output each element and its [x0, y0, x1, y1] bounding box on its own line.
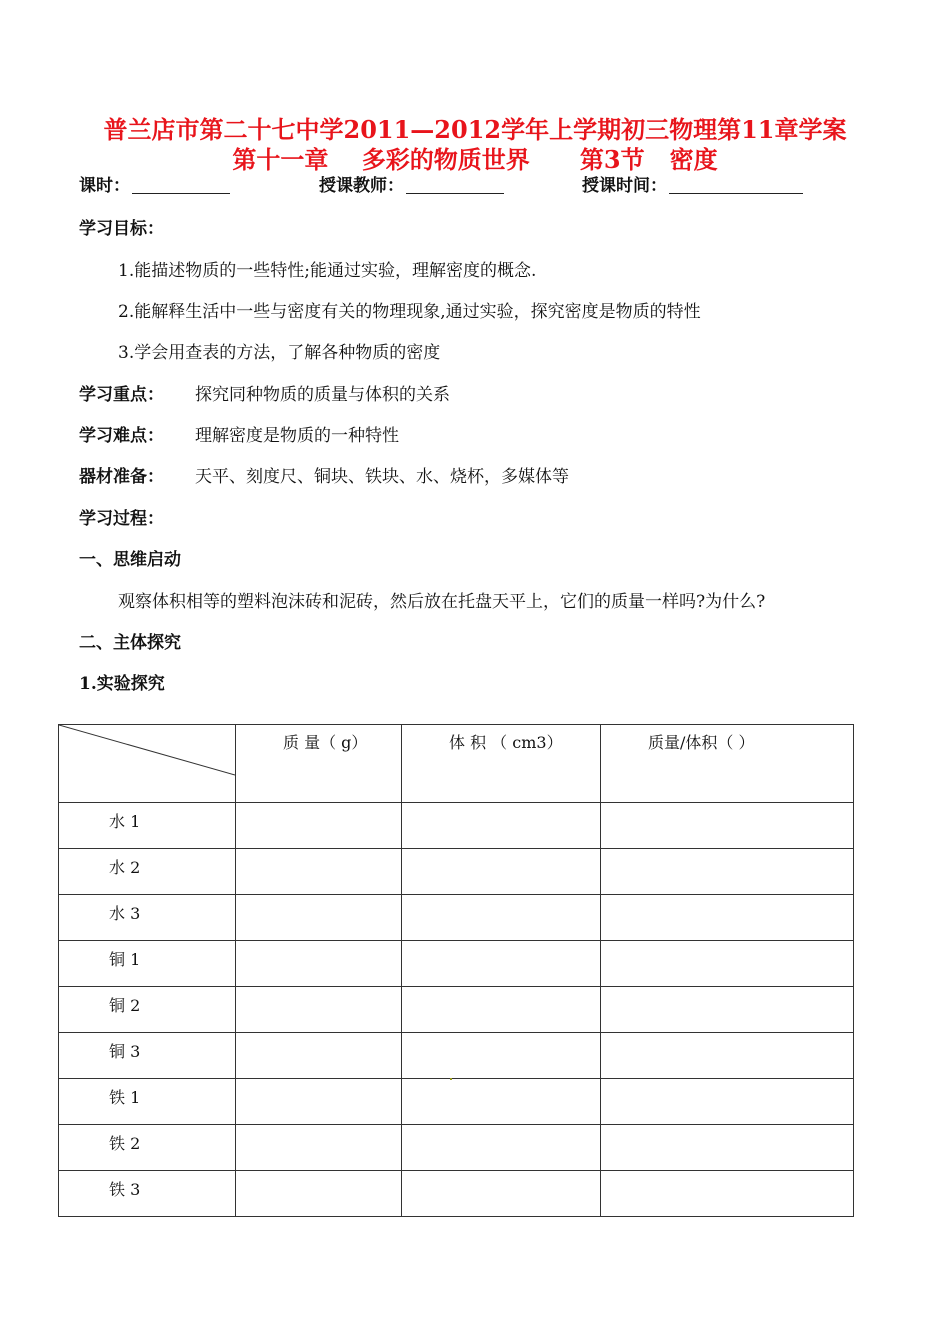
objective-item: 2.能解释生活中一些与密度有关的物理现象,通过实验，探究密度是物质的特性 — [118, 302, 701, 322]
materials-label: 器材准备： — [79, 467, 164, 487]
ratio-cell[interactable] — [601, 1079, 854, 1125]
time-blank[interactable] — [669, 175, 803, 194]
lesson-blank[interactable] — [132, 175, 230, 194]
document-title: 普兰店市第二十七中学2011—2012学年上学期初三物理第11章学案 — [103, 115, 847, 144]
section2-heading: 二、主体探究 — [79, 633, 181, 653]
row-label: 铜 2 — [59, 987, 236, 1033]
row-label: 铁 1 — [59, 1079, 236, 1125]
teacher-blank[interactable] — [406, 175, 504, 194]
volume-cell[interactable] — [402, 987, 601, 1033]
key-point-text: 探究同种物质的质量与体积的关系 — [195, 385, 450, 405]
mass-cell[interactable] — [236, 803, 402, 849]
ratio-cell[interactable] — [601, 1125, 854, 1171]
table-row — [59, 1079, 854, 1125]
table-row — [59, 941, 854, 987]
ratio-cell[interactable] — [601, 987, 854, 1033]
row-label: 铜 3 — [59, 1033, 236, 1079]
row-label: 铁 3 — [59, 1171, 236, 1217]
objectives-heading: 学习目标： — [79, 219, 164, 239]
volume-cell[interactable] — [402, 803, 601, 849]
volume-cell[interactable] — [402, 1079, 601, 1125]
chapter-title: 第十一章 多彩的物质世界 第3节 密度 — [232, 145, 718, 174]
volume-cell[interactable] — [402, 849, 601, 895]
ratio-cell[interactable] — [601, 849, 854, 895]
teacher-field — [319, 171, 504, 196]
materials-text: 天平、刻度尺、铜块、铁块、水、烧杯，多媒体等 — [195, 467, 569, 487]
row-label: 水 1 — [59, 803, 236, 849]
ratio-cell[interactable] — [601, 941, 854, 987]
ratio-cell[interactable] — [601, 803, 854, 849]
mass-cell[interactable] — [236, 941, 402, 987]
volume-cell[interactable] — [402, 941, 601, 987]
table-row — [59, 987, 854, 1033]
section1-text: 观察体积相等的塑料泡沫砖和泥砖，然后放在托盘天平上，它们的质量一样吗?为什么? — [118, 592, 766, 612]
volume-cell[interactable] — [402, 1125, 601, 1171]
teacher-label: 授课教师： — [319, 176, 404, 196]
lesson-label: 课时： — [79, 176, 130, 196]
mass-cell[interactable] — [236, 1171, 402, 1217]
table-row — [59, 1033, 854, 1079]
mass-cell[interactable] — [236, 1079, 402, 1125]
stray-mark — [450, 1078, 452, 1080]
row-label: 铁 2 — [59, 1125, 236, 1171]
row-label: 铜 1 — [59, 941, 236, 987]
experiment-table — [58, 724, 854, 1217]
difficulty-text: 理解密度是物质的一种特性 — [195, 426, 399, 446]
table-header-row — [59, 725, 854, 803]
objective-item: 1.能描述物质的一些特性;能通过实验，理解密度的概念. — [118, 261, 537, 281]
mass-cell[interactable] — [236, 849, 402, 895]
process-heading: 学习过程： — [79, 509, 164, 529]
volume-cell[interactable] — [402, 1033, 601, 1079]
objective-item: 3.学会用查表的方法，了解各种物质的密度 — [118, 343, 441, 363]
diagonal-line — [59, 725, 235, 802]
table-row — [59, 1125, 854, 1171]
difficulty-label: 学习难点： — [79, 426, 164, 446]
ratio-cell[interactable] — [601, 895, 854, 941]
lesson-meta — [79, 171, 879, 197]
key-point — [79, 380, 450, 405]
mass-cell[interactable] — [236, 895, 402, 941]
key-point-label: 学习重点： — [79, 385, 164, 405]
time-field — [582, 171, 803, 196]
table-row — [59, 895, 854, 941]
lesson-field — [79, 171, 230, 196]
table-row — [59, 849, 854, 895]
row-label: 水 2 — [59, 849, 236, 895]
materials — [79, 462, 569, 487]
table-row — [59, 803, 854, 849]
mass-cell[interactable] — [236, 1125, 402, 1171]
mass-cell[interactable] — [236, 1033, 402, 1079]
table-row — [59, 1171, 854, 1217]
ratio-cell[interactable] — [601, 1033, 854, 1079]
header-volume: 体 积 （ cm3） — [402, 725, 601, 803]
section1-heading: 一、思维启动 — [79, 550, 181, 570]
ratio-cell[interactable] — [601, 1171, 854, 1217]
header-mass: 质 量（ g） — [236, 725, 402, 803]
volume-cell[interactable] — [402, 895, 601, 941]
mass-cell[interactable] — [236, 987, 402, 1033]
time-label: 授课时间： — [582, 176, 667, 196]
row-label: 水 3 — [59, 895, 236, 941]
subsection1-heading: 1.实验探究 — [79, 674, 165, 694]
volume-cell[interactable] — [402, 1171, 601, 1217]
diagonal-header-cell — [59, 725, 236, 803]
header-ratio: 质量/体积（ ） — [601, 725, 854, 803]
difficulty — [79, 421, 399, 446]
